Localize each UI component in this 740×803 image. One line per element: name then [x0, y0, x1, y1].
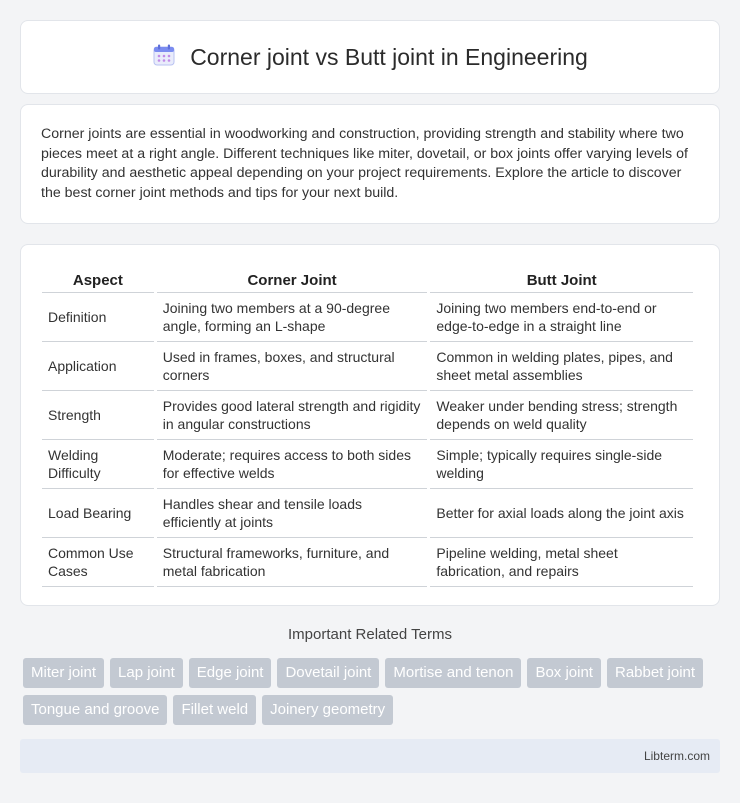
- related-term-tag[interactable]: Dovetail joint: [277, 658, 379, 688]
- related-term-tag[interactable]: Tongue and groove: [23, 695, 167, 725]
- calendar-icon: [152, 43, 176, 72]
- table-row: [42, 489, 693, 538]
- row-corner-joint: Joining two members at a 90-degree angle, forming an L-shape: [157, 293, 428, 342]
- comparison-table: [39, 263, 696, 587]
- row-butt-joint: Weaker under bending stress; strength depends on weld quality: [430, 391, 693, 440]
- row-butt-joint: Simple; typically requires single-side welding: [430, 440, 693, 489]
- row-aspect: Load Bearing: [42, 489, 154, 538]
- row-butt-joint: Better for axial loads along the joint axis: [430, 489, 693, 538]
- table-row: [42, 391, 693, 440]
- header-corner-joint: Corner Joint: [157, 263, 428, 293]
- row-aspect: Strength: [42, 391, 154, 440]
- intro-card: [20, 104, 720, 224]
- page-title: Corner joint vs Butt joint in Engineering: [190, 43, 588, 70]
- row-corner-joint: Moderate; requires access to both sides for effective welds: [157, 440, 428, 489]
- comparison-table-card: [20, 244, 720, 606]
- row-corner-joint: Handles shear and tensile loads efficiently at joints: [157, 489, 428, 538]
- intro-text: Corner joints are essential in woodworking and construction, providing strength and stability where two pieces meet at a right angle. Different techniques like miter, dovetail, or box joints offer varying levels of durability and aesthetic appeal depending on your project requirements. Explore the article to discover the best corner joint methods and tips for your next build.: [41, 126, 688, 201]
- header-aspect: Aspect: [42, 263, 154, 293]
- row-aspect: Definition: [42, 293, 154, 342]
- row-butt-joint: Joining two members end-to-end or edge-to-edge in a straight line: [430, 293, 693, 342]
- title-wrap: [152, 43, 588, 72]
- row-corner-joint: Used in frames, boxes, and structural corners: [157, 342, 428, 391]
- row-aspect: Welding Difficulty: [42, 440, 154, 489]
- row-butt-joint: Pipeline welding, metal sheet fabrication, and repairs: [430, 538, 693, 587]
- related-term-tag[interactable]: Joinery geometry: [262, 695, 393, 725]
- row-corner-joint: Provides good lateral strength and rigidity in angular constructions: [157, 391, 428, 440]
- table-row: [42, 293, 693, 342]
- footer-brand-link[interactable]: Libterm.com: [643, 749, 710, 763]
- row-aspect: Application: [42, 342, 154, 391]
- related-term-tag[interactable]: Edge joint: [189, 658, 272, 688]
- related-term-tag[interactable]: Lap joint: [110, 658, 183, 688]
- table-row: [42, 342, 693, 391]
- table-header-row: [42, 263, 693, 293]
- table-row: [42, 440, 693, 489]
- table-row: [42, 538, 693, 587]
- related-term-tag[interactable]: Fillet weld: [173, 695, 256, 725]
- footer: [20, 739, 720, 773]
- related-term-tag[interactable]: Rabbet joint: [607, 658, 703, 688]
- related-terms-title: Important Related Terms: [288, 626, 452, 643]
- row-aspect: Common Use Cases: [42, 538, 154, 587]
- related-term-tag[interactable]: Box joint: [527, 658, 601, 688]
- row-butt-joint: Common in welding plates, pipes, and sheet metal assemblies: [430, 342, 693, 391]
- header-card: [20, 20, 720, 94]
- row-corner-joint: Structural frameworks, furniture, and metal fabrication: [157, 538, 428, 587]
- related-term-tag[interactable]: Miter joint: [23, 658, 104, 688]
- header-butt-joint: Butt Joint: [430, 263, 693, 293]
- related-terms-list: [23, 658, 723, 725]
- related-term-tag[interactable]: Mortise and tenon: [385, 658, 521, 688]
